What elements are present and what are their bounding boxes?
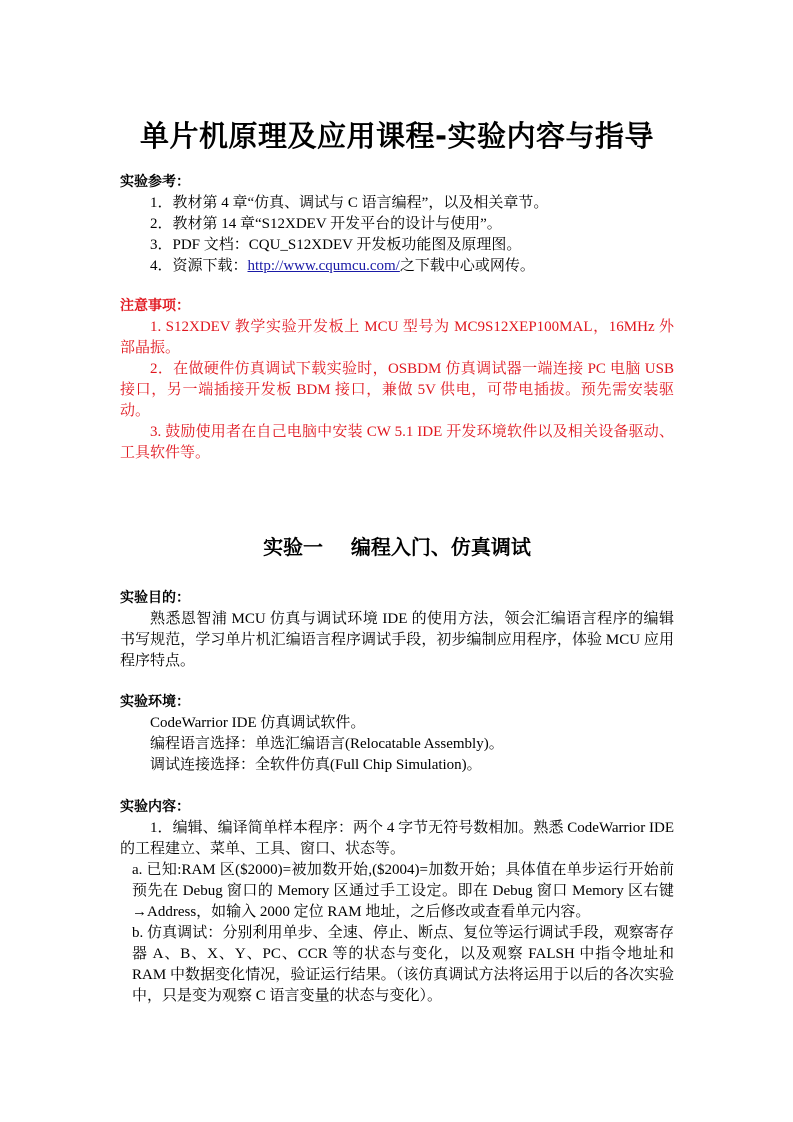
reference-item: 1．教材第 4 章“仿真、调试与 C 语言编程”，以及相关章节。 [150, 195, 549, 211]
content-item: 1．编辑、编译简单样本程序：两个 4 字节无符号数相加。熟悉 CodeWarrior IDE 的工程建立、菜单、工具、窗口、状态等。 [120, 820, 674, 857]
notes-heading: 注意事项： [120, 298, 190, 314]
references-heading: 实验参考： [120, 174, 190, 190]
environment-list [120, 713, 674, 776]
reference-item-prefix: 4．资源下载： [150, 258, 248, 274]
content-subitem-a: a. 已知:RAM 区($2000)=被加数开始,($2004)=加数开始；具体值在单步运行开始前预先在 Debug 窗口的 Memory 区通过手工设定。即在 Debug 窗口 Memory 区右键→Address，如输入 2000 定位 RAM 地址，之后修改或查看单元内容。 [132, 862, 674, 920]
content-section [120, 797, 674, 1007]
environment-item: 编程语言选择：单选汇编语言(Relocatable Assembly)。 [150, 736, 504, 752]
environment-section [120, 692, 674, 776]
purpose-text: 熟悉恩智浦 MCU 仿真与调试环境 IDE 的使用方法，领会汇编语言程序的编辑书写规范，学习单片机汇编语言程序调试手段，初步编制应用程序，体验 MCU 应用程序特点。 [120, 611, 674, 669]
purpose-section [120, 588, 674, 672]
references-section [120, 172, 674, 277]
reference-item: 3．PDF 文档：CQU_S12XDEV 开发板功能图及原理图。 [150, 237, 522, 253]
content-heading: 实验内容： [120, 799, 190, 815]
purpose-heading: 实验目的： [120, 590, 190, 606]
note-item: 1. S12XDEV 教学实验开发板上 MCU 型号为 MC9S12XEP100MAL，16MHz 外部晶振。 [120, 319, 674, 356]
notes-section [120, 296, 674, 464]
download-link[interactable]: http://www.cqumcu.com/ [247, 258, 400, 274]
reference-item: 2．教材第 14 章“S12XDEV 开发平台的设计与使用”。 [150, 216, 502, 232]
content-subitem-b: b. 仿真调试：分别利用单步、全速、停止、断点、复位等运行调试手段，观察寄存器 A、B、X、Y、PC、CCR 等的状态与变化，以及观察 FALSH 中指令地址和 RAM 中数据变化情况，验证运行结果。（该仿真调试方法将运用于以后的各次实验中，只是变为观察 C 语言变量的状态与变化）。 [132, 925, 674, 1004]
document-title: 单片机原理及应用课程-实验内容与指导 [139, 119, 655, 153]
note-item: 3. 鼓励使用者在自己电脑中安装 CW 5.1 IDE 开发环境软件以及相关设备驱动、工具软件等。 [120, 424, 674, 461]
experiment-title: 实验一 编程入门、仿真调试 [263, 535, 531, 559]
environment-item: 调试连接选择：全软件仿真(Full Chip Simulation)。 [150, 757, 482, 773]
environment-heading: 实验环境： [120, 694, 190, 710]
note-item: 2．在做硬件仿真调试下载实验时，OSBDM 仿真调试器一端连接 PC 电脑 USB 接口，另一端插接开发板 BDM 接口，兼做 5V 供电，可带电插拔。预先需安装驱动。 [120, 361, 674, 419]
environment-item: CodeWarrior IDE 仿真调试软件。 [150, 715, 366, 731]
reference-item-suffix: 之下载中心或网传。 [399, 258, 535, 274]
reference-item [150, 256, 674, 277]
references-list [120, 193, 674, 277]
